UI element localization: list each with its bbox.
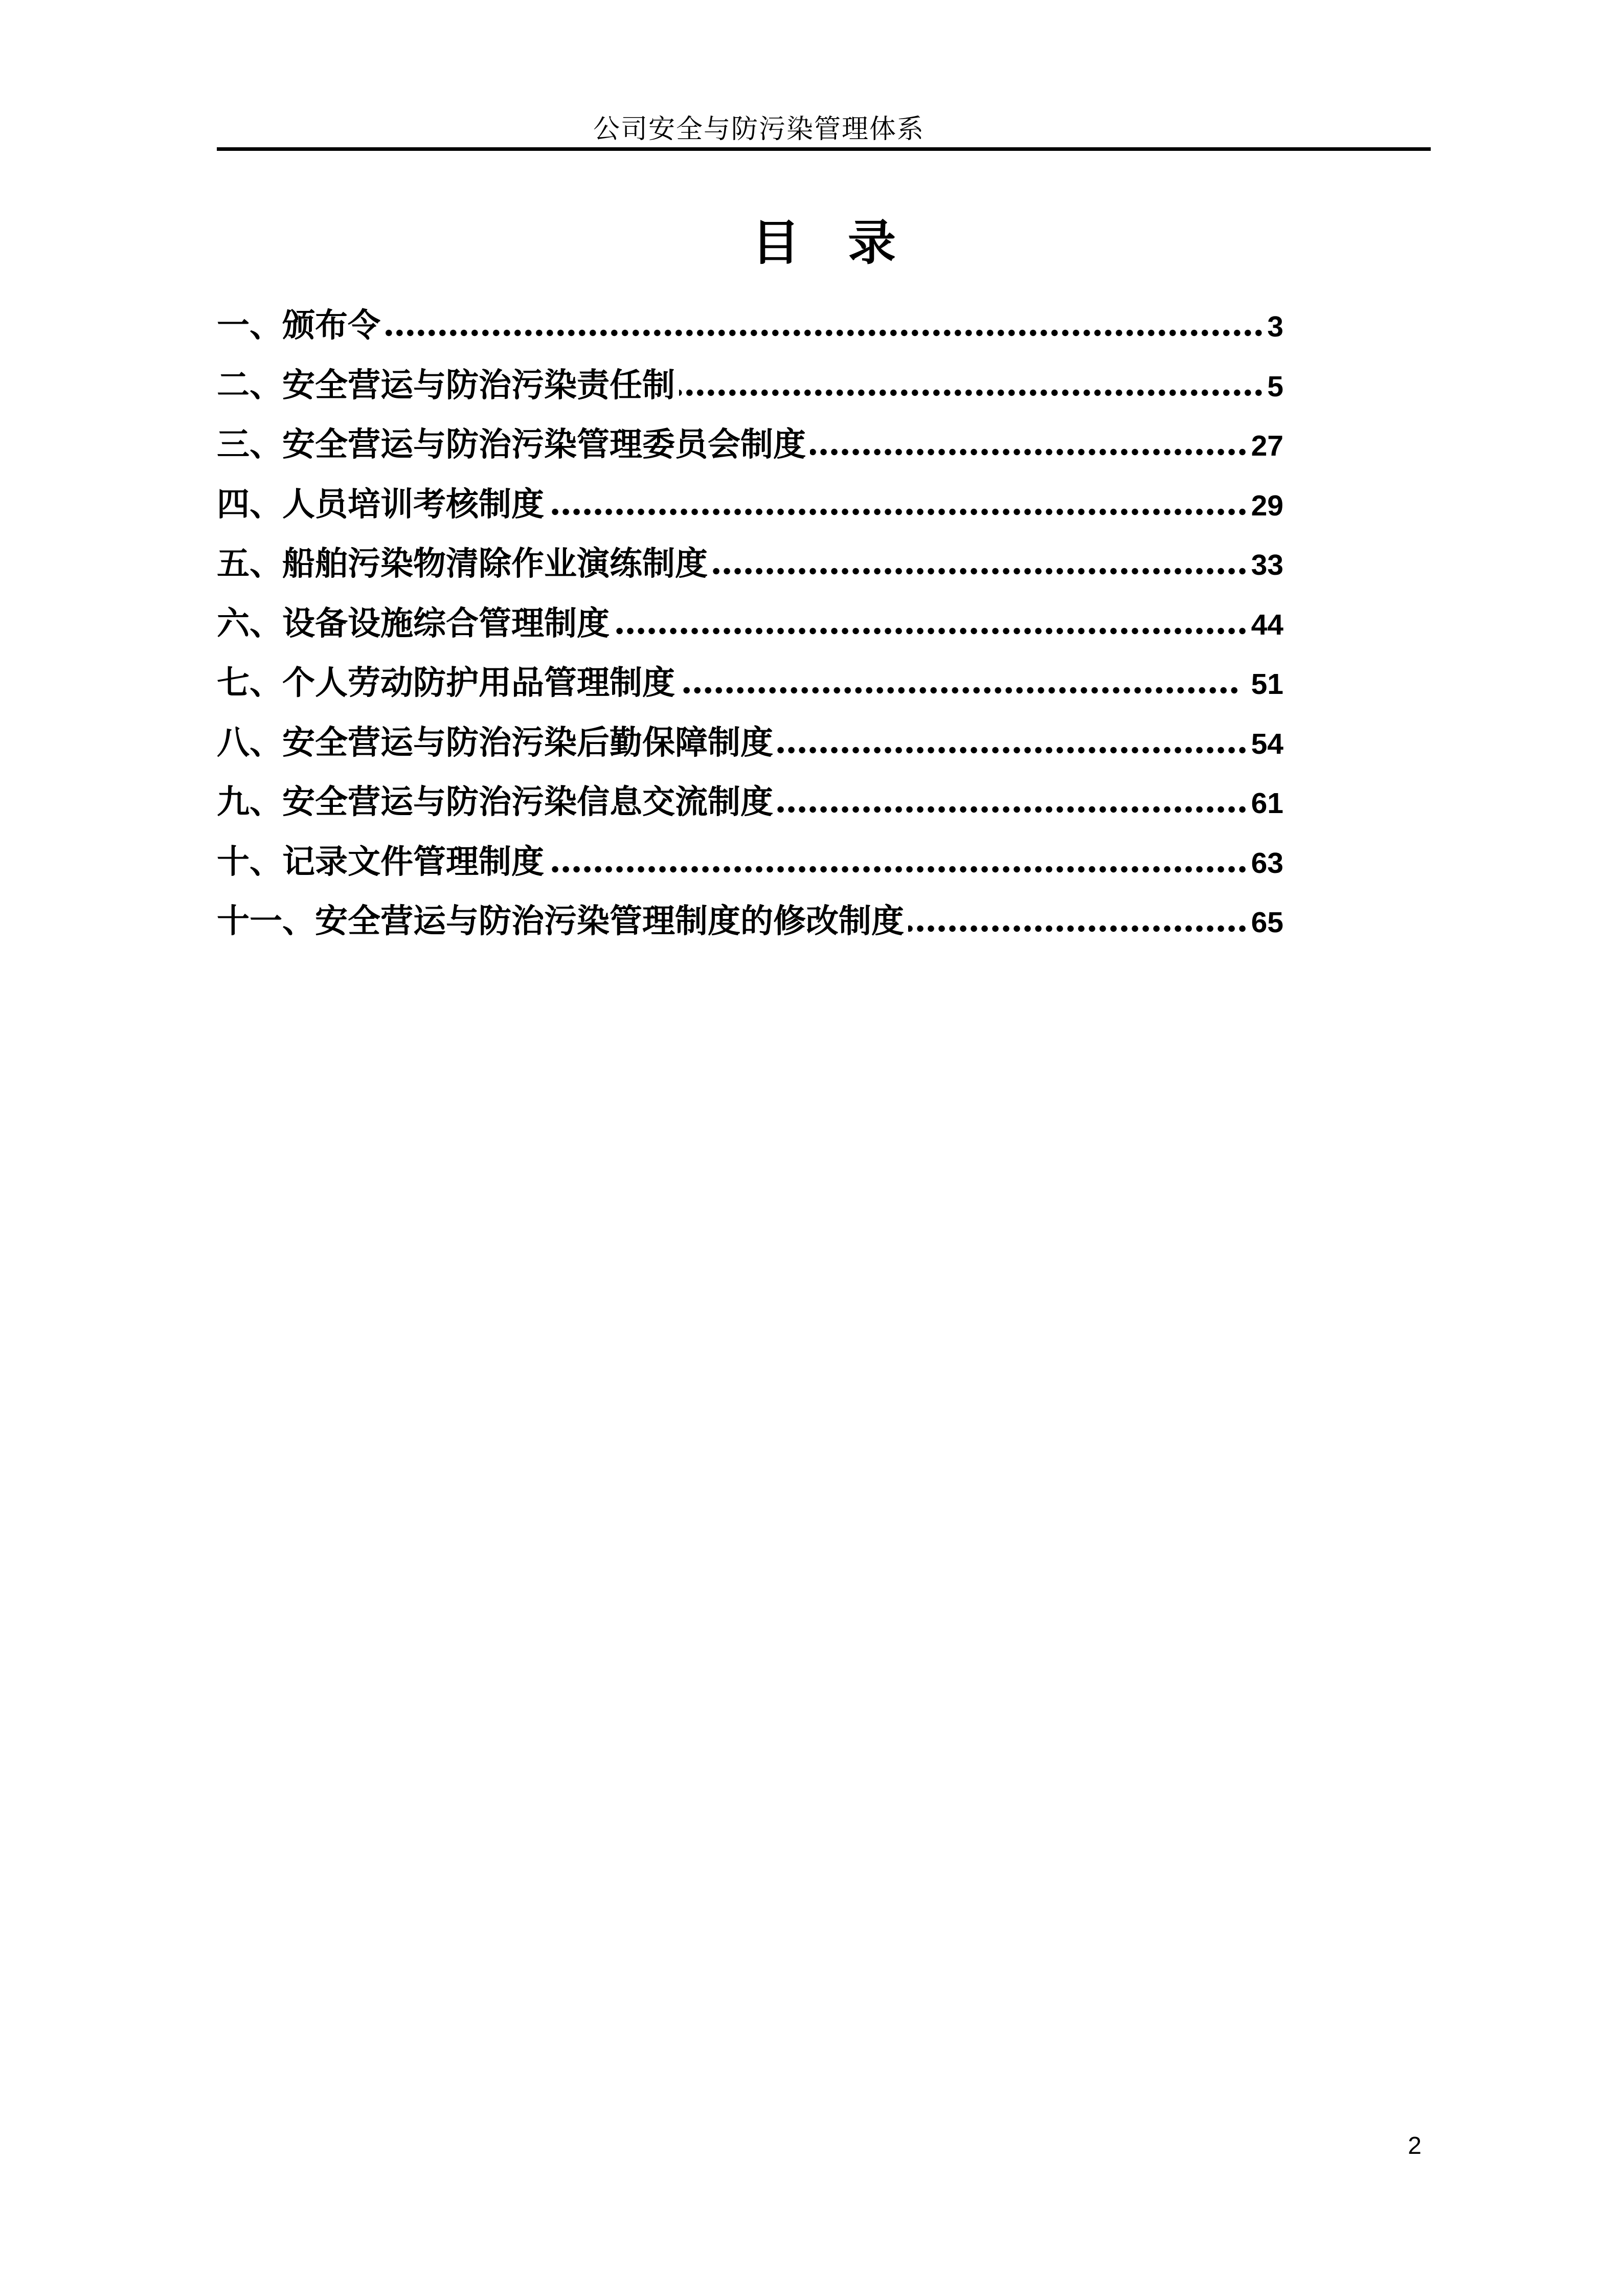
toc-entry-page-number: 27 [1251, 430, 1283, 462]
toc-entry-page-number: 3 [1267, 310, 1283, 343]
toc-entry-page-number: 44 [1251, 608, 1283, 641]
toc-entry [217, 475, 1283, 535]
toc-dotted-leader [810, 448, 1250, 456]
toc-entry [217, 296, 1283, 356]
toc-dotted-leader [777, 747, 1250, 754]
toc-entry-page-number: 65 [1251, 906, 1283, 939]
toc-list [217, 296, 1283, 952]
toc-entry-label: 八、安全营运与防治污染后勤保障制度 [217, 724, 773, 761]
toc-entry-page-number: 5 [1267, 370, 1283, 403]
footer-page-number: 2 [1408, 2132, 1422, 2159]
toc-entry [217, 654, 1283, 713]
toc-dotted-leader [712, 568, 1250, 575]
toc-entry-label: 五、船舶污染物清除作业演练制度 [217, 546, 708, 582]
toc-entry [217, 713, 1283, 773]
toc-entry [217, 773, 1283, 832]
toc-entry [217, 594, 1283, 654]
toc-entry-label: 六、设备设施综合管理制度 [217, 605, 610, 642]
toc-dotted-leader [385, 329, 1266, 336]
toc-entry [217, 892, 1283, 952]
toc-entry-label: 十、记录文件管理制度 [217, 843, 544, 880]
toc-dotted-leader [679, 687, 1242, 694]
toc-entry [217, 356, 1283, 416]
toc-entry-label: 三、安全营运与防治污染管理委员会制度 [217, 426, 806, 463]
toc-entry-label: 四、人员培训考核制度 [217, 486, 544, 523]
toc-dotted-leader [614, 627, 1250, 635]
toc-entry-label: 七、个人劳动防护用品管理制度 [217, 665, 675, 701]
toc-entry-label: 九、安全营运与防治污染信息交流制度 [217, 784, 773, 820]
toc-entry [217, 534, 1283, 594]
toc-entry-label: 一、颁布令 [217, 307, 380, 344]
toc-page-title: 目 录 [751, 217, 896, 270]
toc-entry-page-number: 63 [1251, 846, 1283, 880]
toc-entry-page-number: 29 [1251, 489, 1283, 522]
toc-dotted-leader [908, 925, 1250, 932]
toc-entry [217, 415, 1283, 475]
toc-dotted-leader [548, 866, 1250, 873]
toc-dotted-leader [548, 508, 1250, 515]
toc-entry-label: 十一、安全营运与防治污染管理制度的修改制度 [217, 903, 904, 939]
toc-entry-label: 二、安全营运与防治污染责任制 [217, 367, 675, 403]
toc-entry-page-number: 51 [1243, 668, 1283, 701]
document-header-title: 公司安全与防污染管理体系 [593, 115, 925, 144]
toc-entry-page-number: 61 [1251, 787, 1283, 820]
toc-dotted-leader [777, 806, 1250, 813]
toc-dotted-leader [679, 389, 1266, 396]
toc-entry [217, 832, 1283, 892]
header-divider-rule [217, 147, 1431, 151]
toc-entry-page-number: 33 [1251, 549, 1283, 581]
toc-entry-page-number: 54 [1251, 727, 1283, 760]
